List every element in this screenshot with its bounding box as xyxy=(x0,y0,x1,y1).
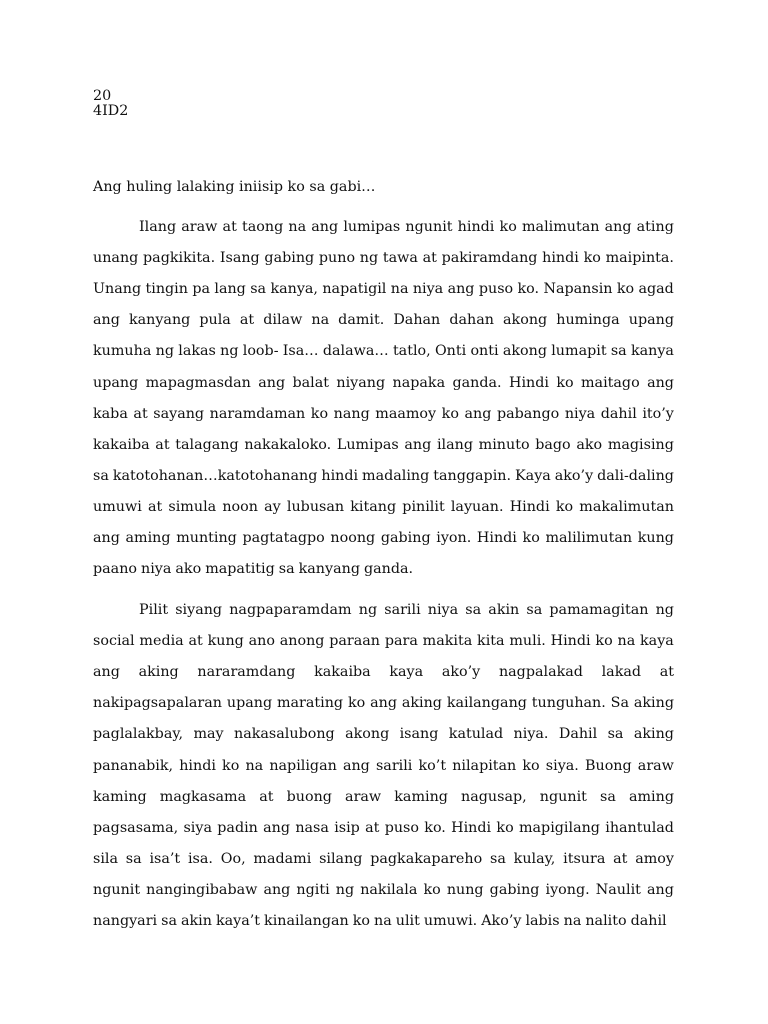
text-line: nakipagsapalaran upang marating ko ang aking kailangang tunguhan. Sa aking xyxy=(93,695,674,712)
text-line: Pilit siyang nagpaparamdam ng sarili niya sa akin sa pamamagitan ng xyxy=(139,602,674,618)
text-line: kakaiba at talagang nakakaloko. Lumipas ang ilang minuto bago ako magising xyxy=(93,436,674,453)
text-line: sa katotohanan…katotohanang hindi madaling tanggapin. Kaya ako’y dali-daling xyxy=(93,467,674,484)
text-line: kaming magkasama at buong araw kaming nagusap, ngunit sa aming xyxy=(93,788,674,805)
text-line: paano niya ako mapatitig sa kanyang ganda. xyxy=(93,561,414,578)
text-line: kaba at sayang naramdaman ko nang maamoy ko ang pabango niya dahil ito’y xyxy=(93,405,674,422)
text-line: pananabik, hindi ko na napiligan ang sarili ko’t nilapitan ko siya. Buong araw xyxy=(93,757,674,774)
text-line: ang kanyang pula at dilaw na damit. Dahan dahan akong huminga upang xyxy=(93,312,674,329)
text-line: upang mapagmasdan ang balat niyang napaka ganda. Hindi ko maitago ang xyxy=(93,374,674,391)
essay-title: Ang huling lalaking iniisip ko sa gabi… xyxy=(93,179,376,195)
text-line: ngunit nangingibabaw ang ngiti ng nakilala ko nung gabing iyong. Naulit ang xyxy=(93,881,674,898)
text-line: pagsasama, siya padin ang nasa isip at puso ko. Hindi ko mapigilang ihantulad xyxy=(93,819,674,836)
text-line: sila sa isa’t isa. Oo, madami silang pagkakapareho sa kulay, itsura at amoy xyxy=(93,850,674,867)
text-line: kumuha ng lakas ng loob- Isa… dalawa… tatlo, Onti onti akong lumapit sa kanya xyxy=(93,343,674,360)
text-line: umuwi at simula noon ay lubusan kitang pinilit layuan. Hindi ko makalimutan xyxy=(93,498,674,515)
text-line: ang aming munting pagtatagpo noong gabing iyon. Hindi ko malilimutan kung xyxy=(93,530,674,546)
text-line: Unang tingin pa lang sa kanya, napatigil na niya ang puso ko. Napansin ko agad xyxy=(93,281,674,298)
text-line: social media at kung ano anong paraan para makita kita muli. Hindi ko na kaya xyxy=(93,633,674,650)
text-line: unang pagkikita. Isang gabing puno ng tawa at pakiramdang hindi ko maipinta. xyxy=(93,250,674,267)
text-line: paglalakbay, may nakasalubong akong isang katulad niya. Dahil sa aking xyxy=(93,726,674,743)
text-line: Ilang araw at taong na ang lumipas ngunit hindi ko malimutan ang ating xyxy=(139,219,674,235)
page-number: 20 xyxy=(93,88,112,104)
text-line: nangyari sa akin kaya’t kinailangan ko na ulit umuwi. Ako’y labis na nalito dahil xyxy=(93,913,667,929)
document-code: 4ID2 xyxy=(93,103,129,119)
text-line: ang aking nararamdang kakaiba kaya ako’y nagpalakad lakad at xyxy=(93,664,674,681)
